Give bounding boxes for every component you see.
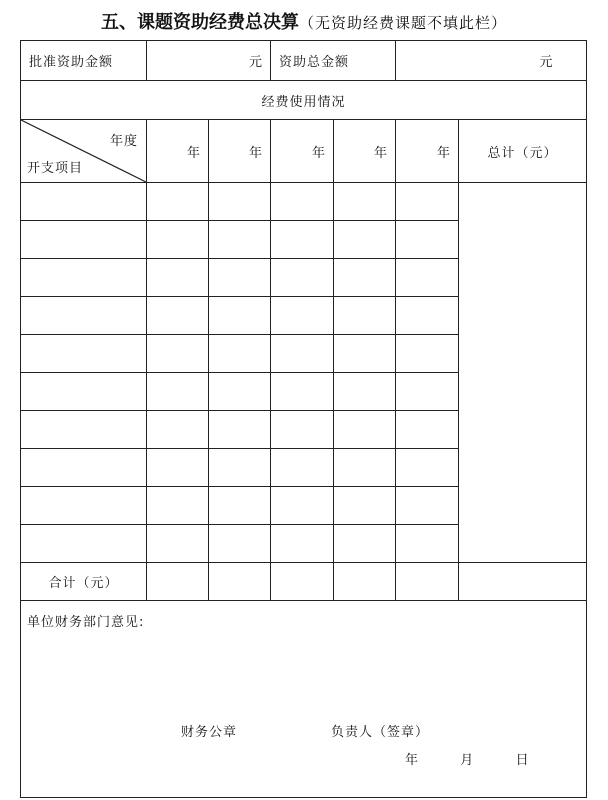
amount-cell[interactable] bbox=[209, 183, 271, 221]
amount-cell[interactable] bbox=[209, 373, 271, 411]
amount-cell[interactable] bbox=[334, 183, 396, 221]
sum-cell[interactable] bbox=[396, 563, 459, 601]
approved-amount-unit: 元 bbox=[249, 55, 263, 70]
finance-opinion-cell[interactable] bbox=[21, 601, 587, 798]
opinion-row bbox=[21, 601, 587, 798]
diagonal-header-cell bbox=[21, 120, 147, 183]
amount-cell[interactable] bbox=[271, 221, 334, 259]
amount-cell[interactable] bbox=[334, 335, 396, 373]
expense-item-cell[interactable] bbox=[21, 335, 147, 373]
amount-cell[interactable] bbox=[396, 449, 459, 487]
amount-cell[interactable] bbox=[271, 487, 334, 525]
amount-cell[interactable] bbox=[209, 487, 271, 525]
amount-cell[interactable] bbox=[334, 487, 396, 525]
amount-cell[interactable] bbox=[147, 487, 209, 525]
year-label-1: 年 bbox=[186, 145, 200, 161]
year-label-2: 年 bbox=[249, 145, 263, 161]
expense-item-cell[interactable] bbox=[21, 183, 147, 221]
year-column-5[interactable] bbox=[396, 120, 459, 183]
amount-cell[interactable] bbox=[396, 525, 459, 563]
amount-cell[interactable] bbox=[396, 373, 459, 411]
responsible-person-label: 负责人（签章） bbox=[331, 725, 430, 740]
amount-cell[interactable] bbox=[334, 373, 396, 411]
date-year: 年 bbox=[405, 753, 419, 768]
amount-cell[interactable] bbox=[147, 525, 209, 563]
amount-cell[interactable] bbox=[209, 297, 271, 335]
budget-settlement-table bbox=[20, 40, 587, 798]
year-column-2[interactable] bbox=[209, 120, 271, 183]
amount-cell[interactable] bbox=[271, 411, 334, 449]
diag-year-label: 年度 bbox=[109, 134, 138, 149]
amount-cell[interactable] bbox=[396, 335, 459, 373]
total-amount-unit: 元 bbox=[539, 55, 553, 70]
form-title-note: （无资助经费课题不填此栏） bbox=[298, 14, 507, 32]
expense-item-cell[interactable] bbox=[21, 487, 147, 525]
amount-cell[interactable] bbox=[396, 259, 459, 297]
diag-item-label: 开支项目 bbox=[27, 161, 84, 176]
sum-cell[interactable] bbox=[147, 563, 209, 601]
amount-cell[interactable] bbox=[334, 449, 396, 487]
amount-cell[interactable] bbox=[396, 221, 459, 259]
signature-date bbox=[405, 749, 529, 768]
finance-seal-label: 财务公章 bbox=[181, 725, 238, 740]
sum-cell[interactable] bbox=[209, 563, 271, 601]
sum-cell[interactable] bbox=[334, 563, 396, 601]
amount-cell[interactable] bbox=[147, 221, 209, 259]
sum-row-label: 合计（元） bbox=[21, 563, 147, 601]
year-column-3[interactable] bbox=[271, 120, 334, 183]
total-amount-label: 资助总金额 bbox=[271, 41, 396, 81]
amount-cell[interactable] bbox=[396, 297, 459, 335]
amount-cell[interactable] bbox=[209, 335, 271, 373]
approved-amount-field[interactable] bbox=[147, 41, 271, 81]
grand-total-cell[interactable] bbox=[459, 183, 587, 563]
amount-cell[interactable] bbox=[209, 221, 271, 259]
amount-cell[interactable] bbox=[147, 183, 209, 221]
amount-cell[interactable] bbox=[334, 525, 396, 563]
amount-cell[interactable] bbox=[271, 259, 334, 297]
amount-cell[interactable] bbox=[271, 183, 334, 221]
expense-item-cell[interactable] bbox=[21, 525, 147, 563]
amount-cell[interactable] bbox=[147, 335, 209, 373]
expense-item-cell[interactable] bbox=[21, 221, 147, 259]
amount-cell[interactable] bbox=[396, 487, 459, 525]
amount-cell[interactable] bbox=[147, 449, 209, 487]
amount-cell[interactable] bbox=[209, 259, 271, 297]
year-column-4[interactable] bbox=[334, 120, 396, 183]
column-header-row bbox=[21, 120, 587, 183]
amount-cell[interactable] bbox=[147, 297, 209, 335]
year-column-1[interactable] bbox=[147, 120, 209, 183]
year-label-4: 年 bbox=[374, 145, 388, 161]
usage-title: 经费使用情况 bbox=[21, 81, 587, 120]
form-title bbox=[0, 8, 608, 34]
expense-item-cell[interactable] bbox=[21, 259, 147, 297]
amount-cell[interactable] bbox=[209, 525, 271, 563]
sum-cell[interactable] bbox=[271, 563, 334, 601]
amount-cell[interactable] bbox=[334, 259, 396, 297]
amount-cell[interactable] bbox=[334, 297, 396, 335]
year-label-3: 年 bbox=[312, 145, 326, 161]
amount-cell[interactable] bbox=[147, 373, 209, 411]
amount-cell[interactable] bbox=[271, 297, 334, 335]
table-row bbox=[21, 183, 587, 221]
amount-cell[interactable] bbox=[209, 411, 271, 449]
grand-total-header: 总计（元） bbox=[459, 120, 587, 183]
date-day: 日 bbox=[515, 753, 529, 768]
amount-cell[interactable] bbox=[271, 449, 334, 487]
sum-grand-total-cell[interactable] bbox=[459, 563, 587, 601]
total-amount-field[interactable] bbox=[396, 41, 587, 81]
amount-cell[interactable] bbox=[271, 335, 334, 373]
expense-item-cell[interactable] bbox=[21, 449, 147, 487]
amount-cell[interactable] bbox=[334, 411, 396, 449]
amount-cell[interactable] bbox=[396, 411, 459, 449]
amount-cell[interactable] bbox=[271, 373, 334, 411]
finance-opinion-label: 单位财务部门意见: bbox=[27, 615, 145, 630]
amount-cell[interactable] bbox=[271, 525, 334, 563]
year-label-5: 年 bbox=[437, 145, 451, 161]
date-month: 月 bbox=[460, 753, 474, 768]
amount-cell[interactable] bbox=[396, 183, 459, 221]
form-title-main: 五、课题资助经费总决算 bbox=[100, 12, 299, 33]
approved-amount-label: 批准资助金额 bbox=[21, 41, 147, 81]
amount-cell[interactable] bbox=[147, 259, 209, 297]
amount-cell[interactable] bbox=[334, 221, 396, 259]
amount-cell[interactable] bbox=[147, 411, 209, 449]
usage-title-row bbox=[21, 81, 587, 120]
expense-item-cell[interactable] bbox=[21, 373, 147, 411]
expense-item-cell[interactable] bbox=[21, 411, 147, 449]
amount-cell[interactable] bbox=[209, 449, 271, 487]
approved-amount-row bbox=[21, 41, 587, 81]
sum-row bbox=[21, 563, 587, 601]
expense-item-cell[interactable] bbox=[21, 297, 147, 335]
